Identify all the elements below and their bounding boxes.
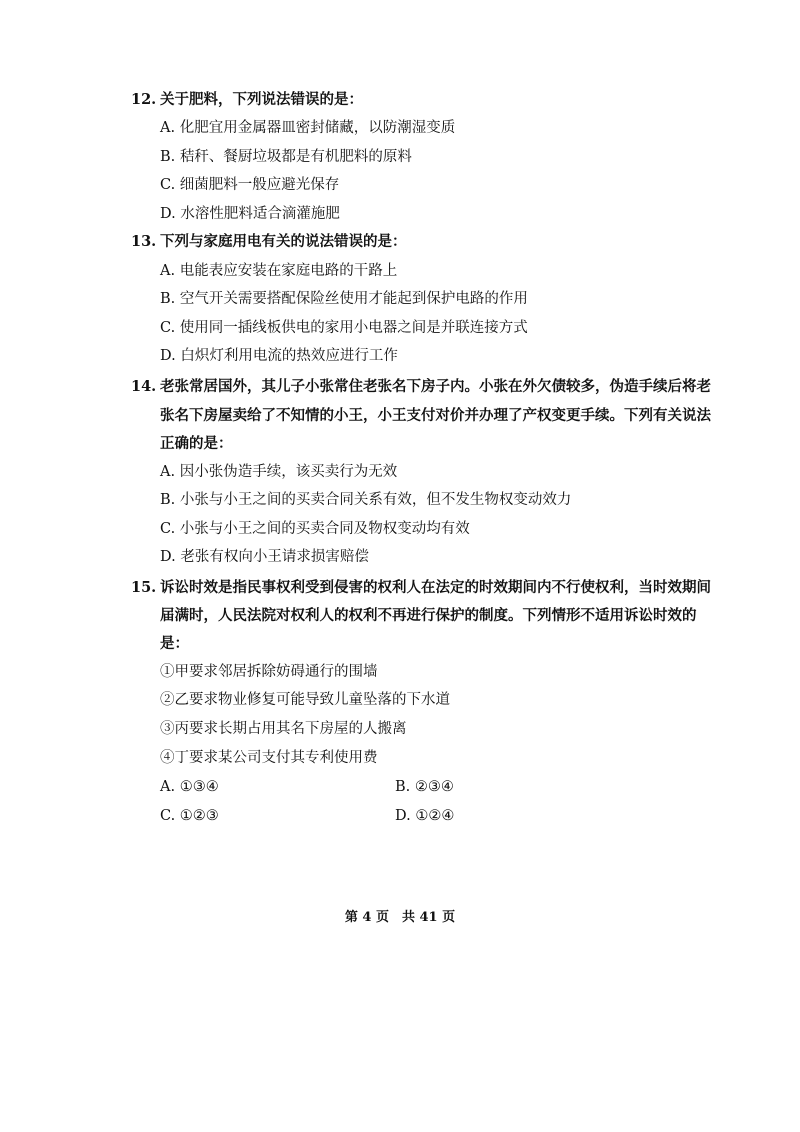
question-12-option-c: C. 细菌肥料一般应避光保存 xyxy=(160,177,340,193)
page-number-footer: 第 4 页 共 41 页 xyxy=(344,910,456,925)
question-14-stem-line-1: 老张常居国外，其儿子小张常住老张名下房子内。小张在外欠债较多，伪造手续后将老 xyxy=(160,378,711,395)
question-12-option-d: D. 水溶性肥料适合滴灌施肥 xyxy=(160,206,340,222)
question-13-stem: 下列与家庭用电有关的说法错误的是： xyxy=(160,233,407,250)
question-15-item-4: ④丁要求某公司支付其专利使用费 xyxy=(160,750,378,766)
question-13-option-a: A. 电能表应安装在家庭电路的干路上 xyxy=(160,263,398,279)
question-13-option-d: D. 白炽灯利用电流的热效应进行工作 xyxy=(160,348,398,364)
question-14-number: 14. xyxy=(131,378,157,395)
question-15-item-1: ①甲要求邻居拆除妨碍通行的围墙 xyxy=(160,664,378,680)
question-12-number: 12. xyxy=(131,91,157,108)
question-12-option-b: B. 秸秆、餐厨垃圾都是有机肥料的原料 xyxy=(160,149,412,165)
question-15-item-3: ③丙要求长期占用其名下房屋的人搬离 xyxy=(160,721,407,737)
question-14-option-d: D. 老张有权向小王请求损害赔偿 xyxy=(160,549,369,565)
question-14-stem-line-2: 张名下房屋卖给了不知情的小王，小王支付对价并办理了产权变更手续。下列有关说法 xyxy=(160,407,711,424)
question-14-stem-line-3: 正确的是： xyxy=(160,435,233,452)
question-15-choice-d: D. ①②④ xyxy=(395,808,455,824)
question-15-stem-line-2: 届满时，人民法院对权利人的权利不再进行保护的制度。下列情形不适用诉讼时效的 xyxy=(160,607,697,624)
question-15-item-2: ②乙要求物业修复可能导致儿童坠落的下水道 xyxy=(160,692,450,708)
question-15-stem-line-1: 诉讼时效是指民事权利受到侵害的权利人在法定的时效期间内不行使权利，当时效期间 xyxy=(160,579,711,596)
question-12-stem: 关于肥料，下列说法错误的是： xyxy=(160,91,363,108)
question-15-choice-a: A. ①③④ xyxy=(160,779,219,795)
question-13-option-c: C. 使用同一插线板供电的家用小电器之间是并联连接方式 xyxy=(160,320,528,336)
question-13-option-b: B. 空气开关需要搭配保险丝使用才能起到保护电路的作用 xyxy=(160,291,528,307)
question-15-choice-b: B. ②③④ xyxy=(395,779,454,795)
question-15-stem-line-3: 是： xyxy=(160,635,189,652)
question-14-option-a: A. 因小张伪造手续，该买卖行为无效 xyxy=(160,464,398,480)
question-12-option-a: A. 化肥宜用金属器皿密封储藏，以防潮湿变质 xyxy=(160,120,456,136)
question-13-number: 13. xyxy=(131,233,157,250)
question-15-number: 15. xyxy=(131,579,157,596)
question-15-choice-c: C. ①②③ xyxy=(160,808,219,824)
question-14-option-b: B. 小张与小王之间的买卖合同关系有效，但不发生物权变动效力 xyxy=(160,492,572,508)
question-14-option-c: C. 小张与小王之间的买卖合同及物权变动均有效 xyxy=(160,521,470,537)
